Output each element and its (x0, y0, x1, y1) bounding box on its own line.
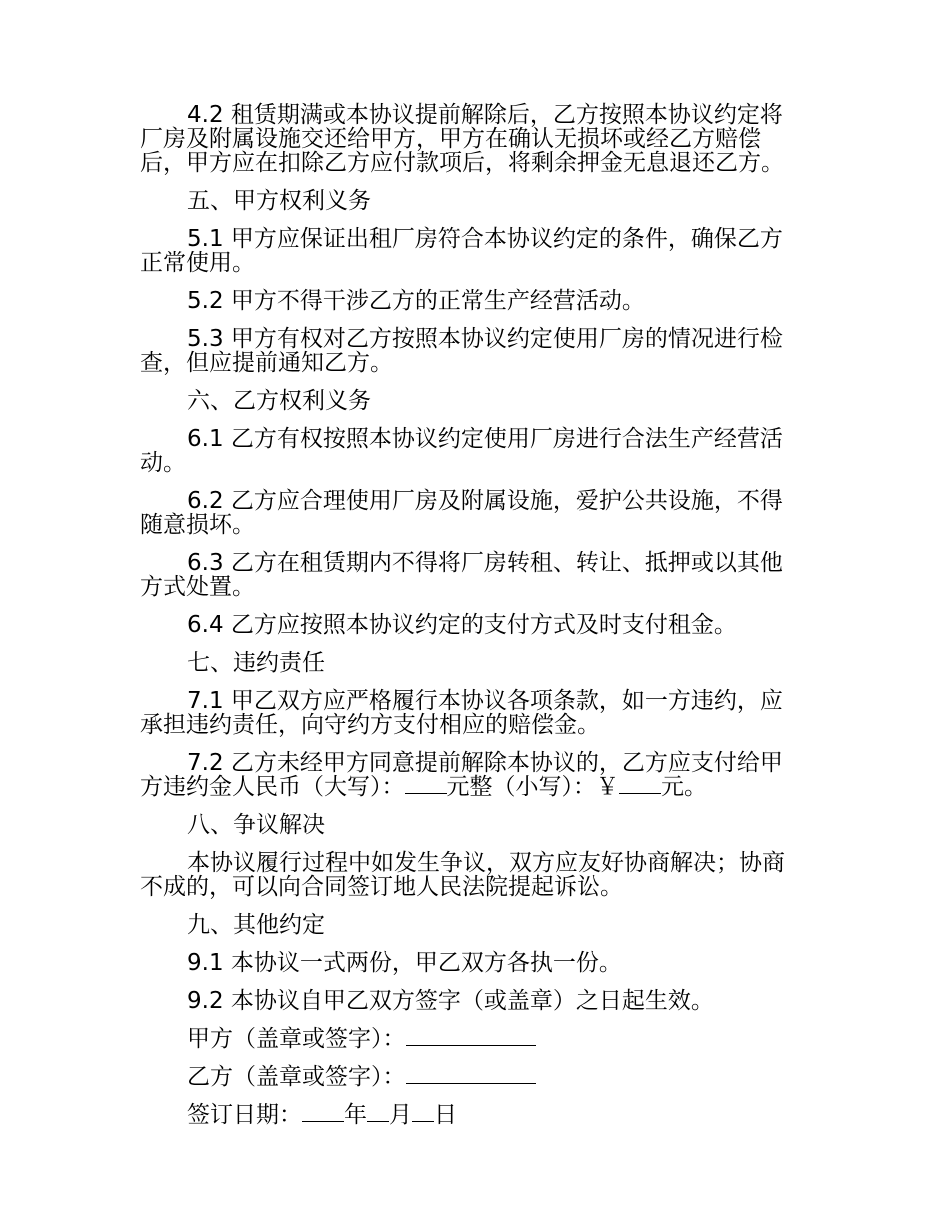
party-b-signature-blank (406, 1065, 536, 1084)
clause-4-2: 4.2 租赁期满或本协议提前解除后，乙方按照本协议约定将厂房及附属设施交还给甲方，甲方在确认无损坏或经乙方赔偿后，甲方应在扣除乙方应付款项后，将剩余押金无息退还乙方。 (140, 102, 784, 176)
party-a-signature-blank (406, 1027, 536, 1046)
amount-figures-blank (619, 775, 661, 794)
clause-5-1: 5.1 甲方应保证出租厂房符合本协议约定的条件，确保乙方正常使用。 (140, 226, 783, 276)
day-blank (412, 1103, 434, 1122)
clause-6-2: 6.2 乙方应合理使用厂房及附属设施，爱护公共设施，不得随意损坏。 (140, 488, 783, 538)
clause-5-2: 5.2 甲方不得干涉乙方的正常生产经营活动。 (187, 288, 645, 314)
clause-7-2-text-3: 元。 (661, 774, 707, 800)
year-label: 年 (344, 1102, 367, 1128)
party-b-label: 乙方（盖章或签字）： (187, 1064, 406, 1090)
clause-8: 本协议履行过程中如发生争议，双方应友好协商解决；协商不成的，可以向合同签订地人民法院提起诉讼。 (140, 850, 785, 900)
clause-6-1: 6.1 乙方有权按照本协议约定使用厂房进行合法生产经营活动。 (140, 426, 783, 476)
clause-5-3: 5.3 甲方有权对乙方按照本协议约定使用厂房的情况进行检查，但应提前通知乙方。 (140, 326, 783, 376)
section-heading-9: 九、其他约定 (187, 912, 325, 938)
year-blank (302, 1103, 344, 1122)
section-heading-8: 八、争议解决 (187, 812, 325, 838)
clause-7-2 (140, 751, 805, 799)
month-label: 月 (389, 1102, 412, 1128)
section-heading-7: 七、违约责任 (187, 650, 325, 676)
amount-words-blank (405, 775, 447, 794)
clause-7-2-text-2: 元整（小写）：￥ (446, 774, 619, 800)
clause-6-4: 6.4 乙方应按照本协议约定的支付方式及时支付租金。 (187, 612, 737, 638)
clause-9-2: 9.2 本协议自甲乙双方签字（或盖章）之日起生效。 (187, 988, 714, 1014)
day-label: 日 (434, 1102, 457, 1128)
month-blank (367, 1103, 389, 1122)
clause-9-1: 9.1 本协议一式两份，甲乙双方各执一份。 (187, 950, 622, 976)
clause-7-1: 7.1 甲乙双方应严格履行本协议各项条款，如一方违约，应承担违约责任，向守约方支付相应的赔偿金。 (140, 688, 783, 738)
document-page (140, 103, 805, 1141)
signing-date-line (140, 1103, 805, 1127)
date-label: 签订日期： (187, 1102, 302, 1128)
section-heading-6: 六、乙方权利义务 (187, 388, 371, 414)
party-a-label: 甲方（盖章或签字）： (187, 1026, 406, 1052)
clause-7-2-text-1: 7.2 乙方未经甲方同意提前解除本协议的，乙方应支付给甲方违约金人民币（大写）： (140, 750, 783, 800)
party-b-signature-line (140, 1065, 805, 1089)
party-a-signature-line (140, 1027, 805, 1051)
clause-6-3: 6.3 乙方在租赁期内不得将厂房转租、转让、抵押或以其他方式处置。 (140, 550, 783, 600)
section-heading-5: 五、甲方权利义务 (187, 188, 371, 214)
